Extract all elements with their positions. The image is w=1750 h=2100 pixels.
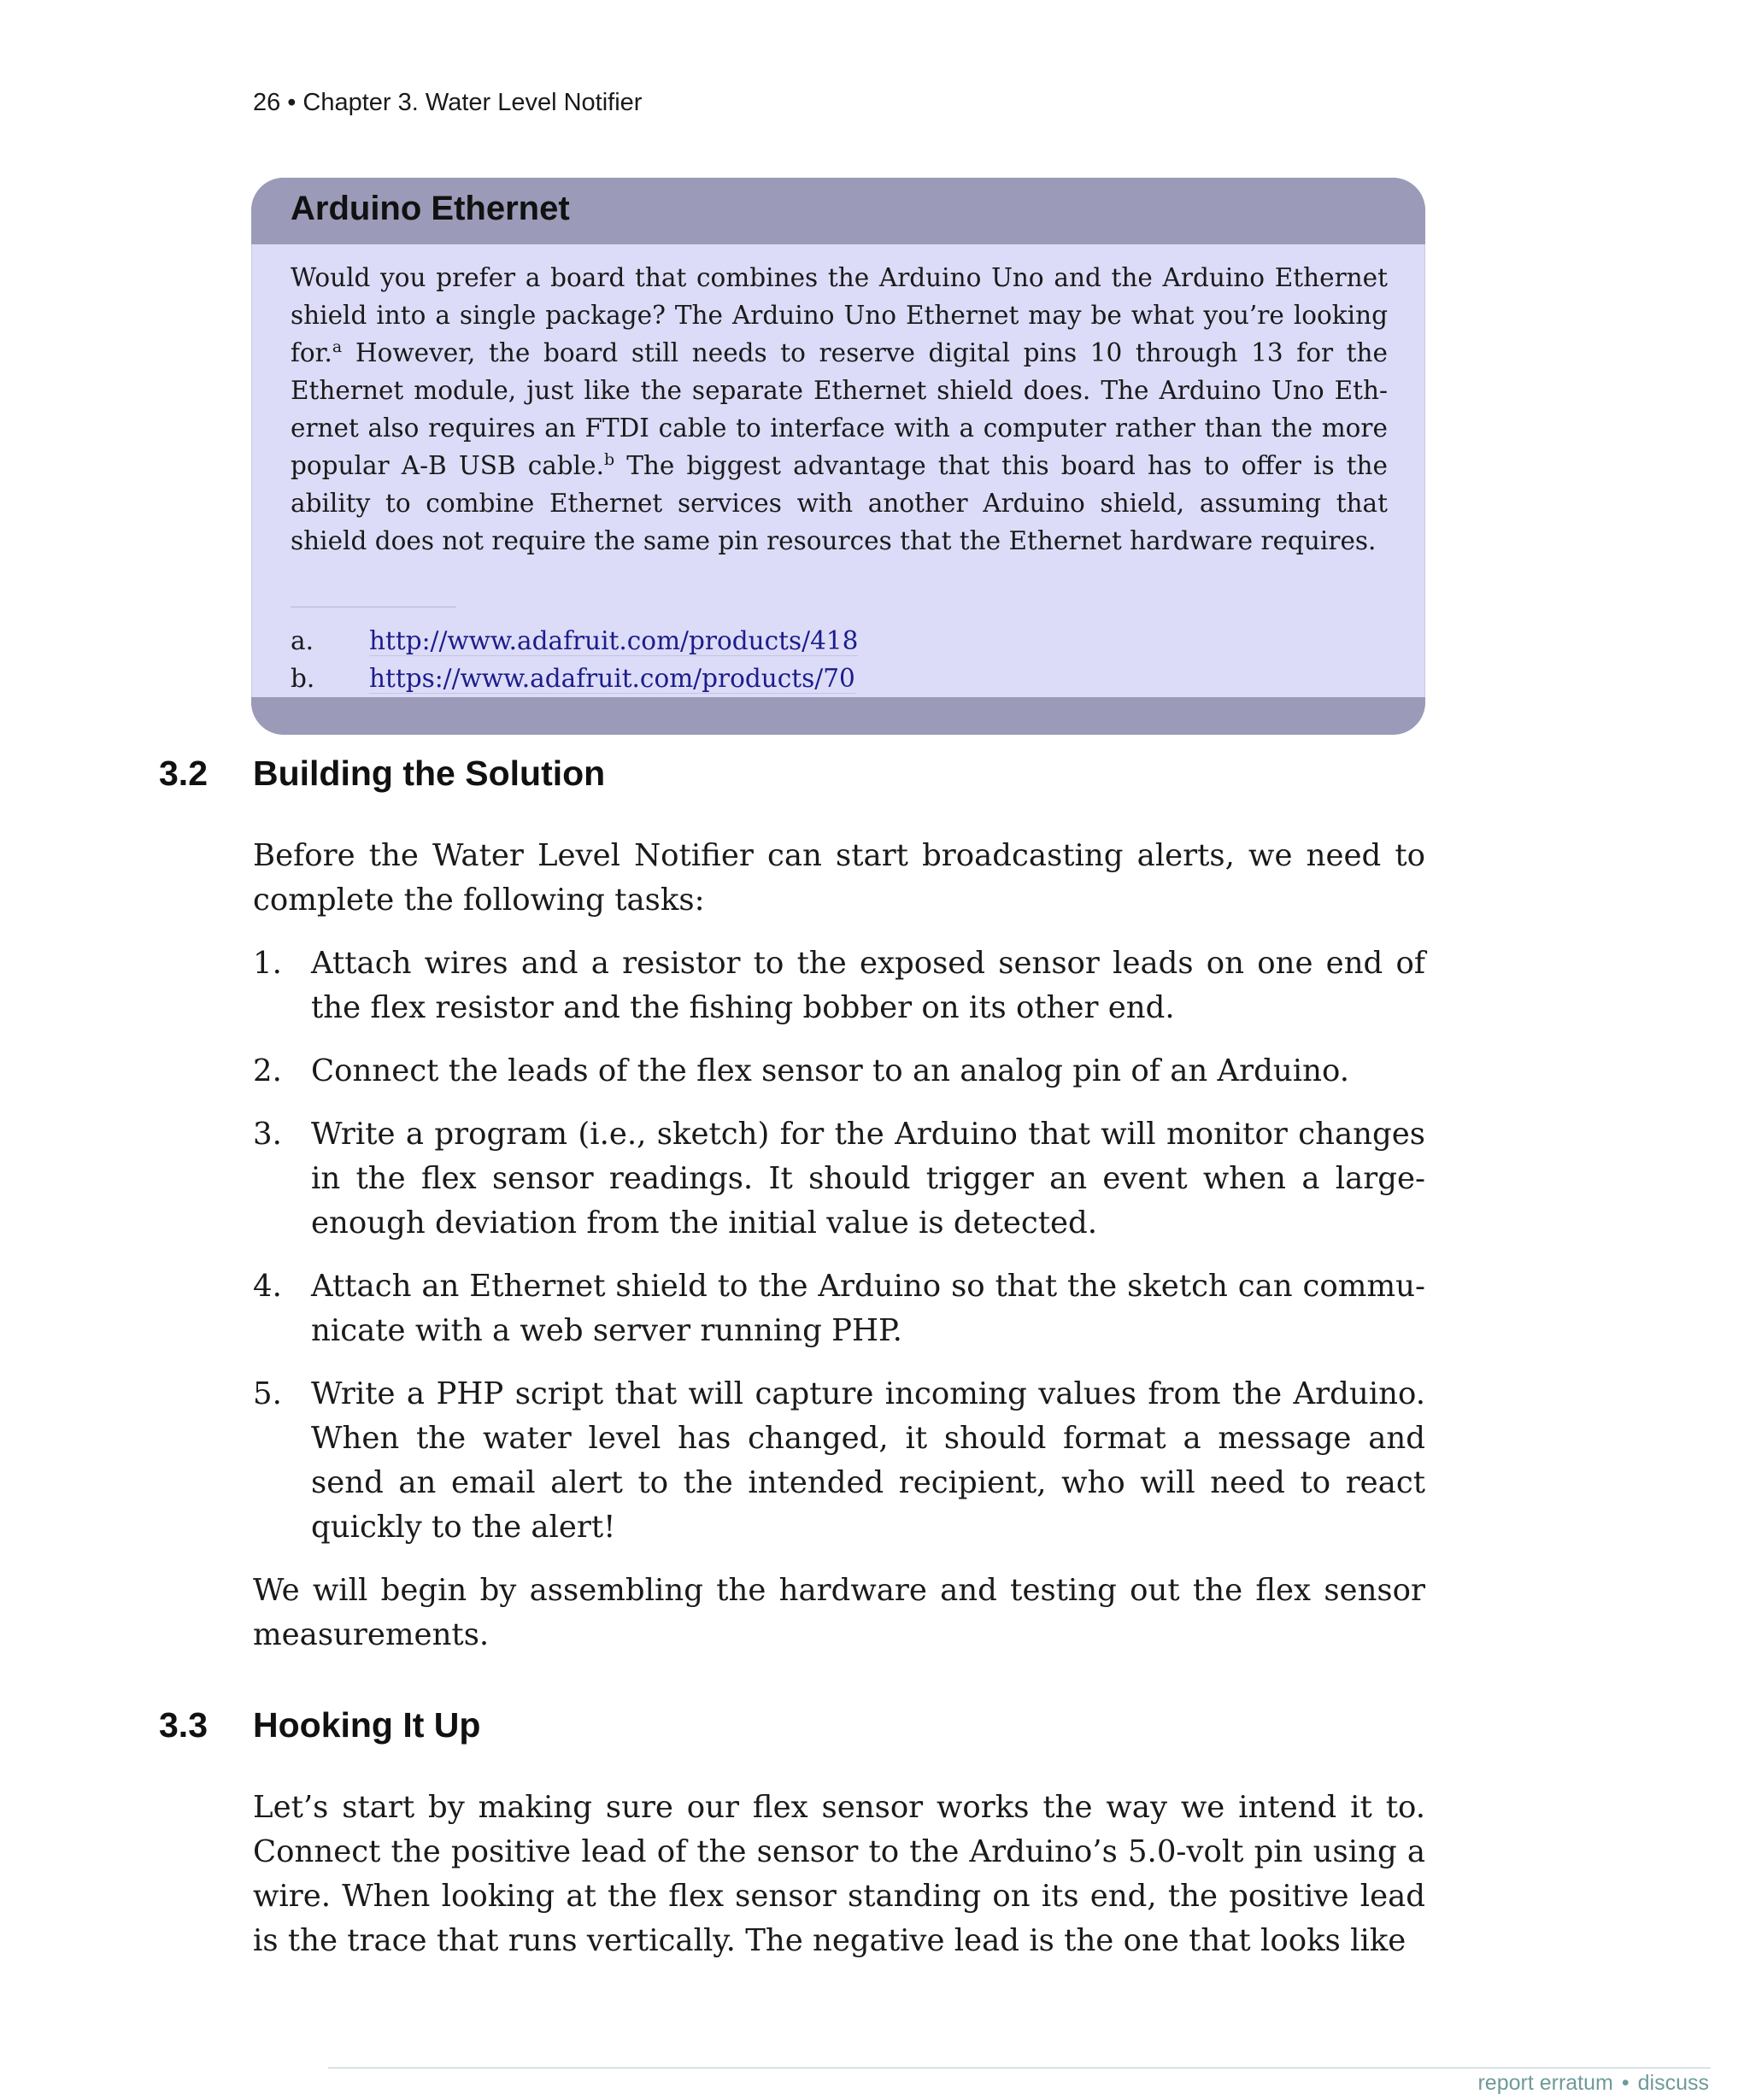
footnote-a	[291, 622, 858, 660]
sidebar-body	[291, 259, 1388, 560]
section-number: 3.3	[159, 1705, 208, 1745]
section-title: Building the Solution	[253, 754, 606, 793]
list-text: Connect the leads of the flex sensor to an analog pin of an Arduino.	[311, 1053, 1349, 1088]
page-footer	[1477, 2071, 1709, 2096]
list-number: 3.	[253, 1117, 282, 1152]
running-header	[253, 89, 642, 117]
footnote-link[interactable]: http://www.adafruit.com/products/418	[369, 626, 859, 655]
list-number: 1.	[253, 946, 282, 981]
sidebar-body-text: The biggest advantage that this board has to offer is the ability to combine Ethernet services with another Arduino shield, assuming that shield does not require the same pin resources that the Ethernet hardware requires.	[291, 451, 1389, 555]
discuss-link[interactable]: discuss	[1637, 2071, 1709, 2095]
list-number: 2.	[253, 1053, 282, 1088]
list-text: Attach an Ethernet shield to the Arduino so that the sketch can communicate with a web server running PHP.	[311, 1269, 1425, 1348]
list-number: 4.	[253, 1269, 282, 1304]
sidebar-body-text: However, the board still needs to reserve digital pins 10 through 13 for the Ethernet module, just like the separate Ethernet shield does. The Arduino Uno Ethernet also requires an FTDI cable to interface with a computer rather than the more popular A-B USB cable.	[291, 338, 1388, 480]
footnote-b	[291, 660, 855, 697]
chapter-title: Chapter 3. Water Level Notifier	[302, 89, 643, 116]
footnote-ref-b[interactable]: b	[603, 450, 615, 470]
section-title: Hooking It Up	[253, 1705, 481, 1745]
footnote-link[interactable]: https://www.adafruit.com/products/70	[369, 664, 855, 693]
sidebar-bottom-bar	[251, 697, 1425, 735]
list-text: Attach wires and a resistor to the exposed sensor leads on one end of the flex resistor and the fishing bobber on its other end.	[311, 946, 1425, 1025]
list-number: 5.	[253, 1376, 282, 1411]
page-number: 26	[253, 89, 281, 116]
section-intro: Before the Water Level Notifier can start broadcasting alerts, we need to complete the following tasks:	[253, 838, 1425, 918]
section-closing: We will begin by assembling the hardware and testing out the flex sensor measurements.	[253, 1573, 1425, 1652]
footnote-marker: b.	[291, 664, 315, 693]
list-text: Write a PHP script that will capture incoming values from the Arduino. When the water level has changed, it should format a message and send an email alert to the intended recipient, who will need to react quickly to the alert!	[311, 1376, 1425, 1545]
header-bullet: •	[287, 89, 297, 116]
section-number: 3.2	[159, 754, 208, 793]
sidebar-box	[251, 178, 1425, 735]
sidebar-title: Arduino Ethernet	[291, 190, 570, 227]
list-text: Write a program (i.e., sketch) for the Arduino that will monitor changes in the flex sensor readings. It should trigger an event when a large-enough deviation from the initial value is detected.	[311, 1117, 1425, 1241]
sidebar-body-text: Would you prefer a board that combines the Arduino Uno and the Arduino Ethernet shield into a single package? The Arduino Uno Ethernet may be what you’re looking for.	[291, 263, 1388, 367]
footnote-ref-a[interactable]: a	[332, 337, 343, 357]
footnote-marker: a.	[291, 626, 314, 655]
section-body: Let’s start by making sure our flex sensor works the way we intend it to. Connect the positive lead of the sensor to the Arduino’s 5.0-volt pin using a wire. When looking at the flex sensor standing on its end, the positive lead is the trace that runs vertically. The negative lead is the one that looks like	[253, 1790, 1425, 1958]
footer-separator: •	[1621, 2071, 1630, 2095]
sidebar-title-bar	[251, 178, 1425, 244]
report-erratum-link[interactable]: report erratum	[1477, 2071, 1613, 2095]
